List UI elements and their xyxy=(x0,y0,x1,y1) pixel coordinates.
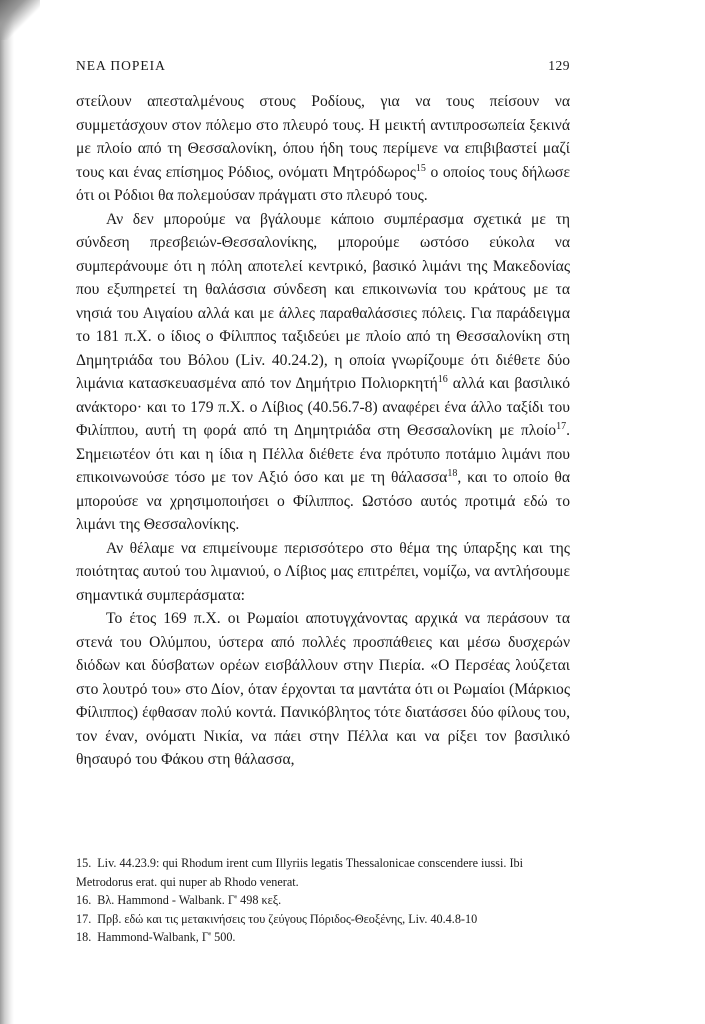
paragraph-2-text-b: αλλά και βασιλικό ανάκτορο· και το 179 π.Χ. ο Λίβιος (40.56.7-8) αναφέρει ένα άλλο ταξίδι του Φιλίππου, αυτή τη φορά από τη Δημητριάδα στη Θεσσαλονίκη με πλοίο xyxy=(76,375,570,439)
paragraph-1-text: στείλουν απεσταλμένους στους Ροδίους, για να τους πείσουν να συμμετάσχουν στον πόλεμο στο πλευρό τους. Η μεικτή αντιπροσωπεία ξεκινά με πλοίο από τη Θεσσαλονίκη, όπου ήδη τους περίμενε να επιβιβαστεί μαζί τους και ένας επίσημος Ρόδιος, ονόματι Μητρόδωρος xyxy=(76,93,570,181)
footnote-ref-18[interactable]: 18 xyxy=(447,468,458,479)
scan-corner-shadow xyxy=(0,0,40,40)
footnote-number: 18. xyxy=(76,930,92,945)
journal-title: ΝΕΑ ΠΟΡΕΙΑ xyxy=(76,58,166,73)
footnotes xyxy=(76,854,570,947)
footnote-ref-17[interactable]: 17 xyxy=(556,421,567,432)
footnote-17 xyxy=(76,910,570,929)
footnote-text: Liv. 44.23.9: qui Rhodum irent cum Illyriis legatis Thessalonicae conscendere iussi. Ibi Metrodorus erat. qui nuper ab Rhodo venerat. xyxy=(76,856,524,889)
footnote-text: Πρβ. εδώ και τις μετακινήσεις του ζεύγους Πόριδος-Θεοξένης, Liv. 40.4.8-10 xyxy=(97,911,478,926)
footnote-18 xyxy=(76,928,570,947)
footnote-ref-15[interactable]: 15 xyxy=(415,162,426,174)
paragraph-2-text-a: Αν δεν μπορούμε να βγάλουμε κάποιο συμπέρασμα σχετικά με τη σύνδεση πρεσβειών-Θεσσαλονίκης, μπορούμε ωστόσο εύκολα να συμπεράνουμε ότι η πόλη αποτελεί κεντρικό, βασικό λιμάνι της Μακεδονίας που εξυπηρετεί τη θαλάσσια σύνδεση και επικοινωνία του κράτους με τα νησιά του Αιγαίου αλλά και με άλλες παραθαλάσσιες πόλεις. Για παράδειγμα το 181 π.Χ. ο ίδιος ο Φίλιππος ταξιδεύει με πλοίο από τη Θεσσαλονίκη στη Δημητριάδα του Βόλου (Liv. 40.24.2), η οποία γνωρίζουμε ότι διέθετε δύο λιμάνια κατασκευασμένα από τον Δημήτριο Πολιορκητή xyxy=(76,210,570,392)
page-binding-edge xyxy=(0,0,14,1024)
body-text xyxy=(76,90,570,772)
footnote-text: Hammond-Walbank, Γ' 500. xyxy=(97,930,236,945)
paragraph-3: Αν θέλαμε να επιμείνουμε περισσότερο στο θέμα της ύπαρξης και της ποιότητας αυτού του λιμανιού, ο Λίβιος μας επιτρέπει, νομίζω, να αντλήσουμε σημαντικά συμπεράσματα: xyxy=(76,539,570,604)
footnote-number: 17. xyxy=(76,911,92,926)
footnote-number: 16. xyxy=(76,893,92,908)
footnote-text: Βλ. Hammond - Walbank. Γ' 498 κεξ. xyxy=(97,893,282,908)
page-number: 129 xyxy=(548,58,570,73)
paragraph-2-text-c: . Σημειωτέον ότι και η ίδια η Πέλλα διέθετε ένα πρότυπο ποτάμιο λιμάνι που επικοινωνούσε τόσο με τον Αξιό όσο και με τη θάλασσα xyxy=(76,422,570,486)
footnote-16 xyxy=(76,891,570,910)
running-header xyxy=(76,58,570,78)
paragraph-2-text-d: , και το οποίο θα μπορούσε να χρησιμοποιήσει ο Φίλιππος. Ωστόσο αυτός προτιμά εδώ το λιμάνι της Θεσσαλονίκης. xyxy=(76,469,570,533)
paragraph-4: Το έτος 169 π.Χ. οι Ρωμαίοι αποτυγχάνοντας αρχικά να περάσουν τα στενά του Ολύμπου, ύστερα από πολλές προσπάθειες και μέσω δυσχερών διόδων και δύσβατων ορέων εισβάλλουν στην Πιερία. «Ο Περσέας λούζεται στο λουτρό του» στο Δίον, όταν έρχονται τα μαντάτα ότι οι Ρωμαίοι (Μάρκιος Φίλιππος) έφθασαν πολύ κοντά. Πανικόβλητος τότε διατάσσει δύο φίλους του, τον έναν, ονόματι Νικία, να πάει στην Πέλλα και να ρίξει τον βασιλικό θησαυρό του Φάκου στη θάλασσα, xyxy=(76,610,570,768)
footnote-15 xyxy=(76,854,570,891)
footnote-number: 15. xyxy=(76,856,92,870)
paragraph-1 xyxy=(76,90,570,208)
footnote-ref-16[interactable]: 16 xyxy=(437,374,448,385)
paragraph-2 xyxy=(76,208,570,537)
paragraph-1-end: ο οποίος τους δήλωσε ότι οι Ρόδιοι θα πολεμούσαν πράγματι στο πλευρό τους. xyxy=(76,163,571,204)
